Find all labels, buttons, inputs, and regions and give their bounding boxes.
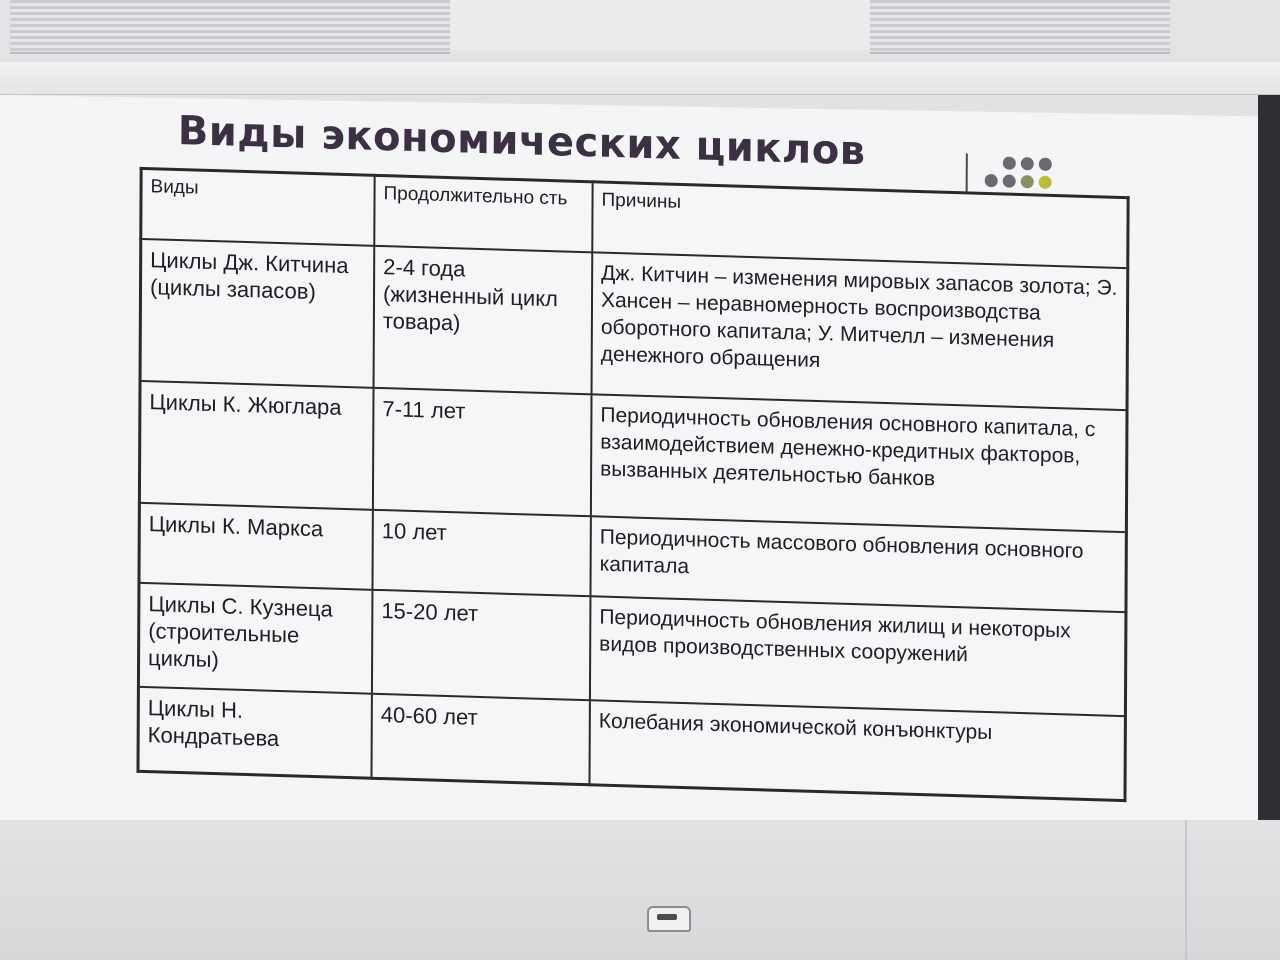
cycle-type: Циклы К. Жюглара [139, 381, 373, 510]
ceiling-panel [450, 0, 870, 50]
screen-pull-handle[interactable] [647, 906, 691, 932]
cycle-reasons: Колебания экономической конъюнктуры [589, 700, 1125, 800]
cycle-type: Циклы Дж. Китчина (циклы запасов) [140, 239, 374, 388]
cycle-type: Циклы К. Маркса [139, 503, 373, 590]
screen-frame-edge [1258, 95, 1280, 820]
decorative-dot [1003, 174, 1016, 187]
decorative-dot [1021, 157, 1034, 170]
wall-below-screen [0, 820, 1280, 960]
decorative-dot [1039, 158, 1052, 171]
projector-screen-housing [0, 62, 1280, 95]
cycle-duration: 15-20 лет [372, 590, 591, 700]
window-blinds-left [10, 0, 450, 54]
slide-title: Виды экономических циклов [177, 108, 866, 175]
presentation-slide [106, 100, 1230, 833]
cycle-reasons: Периодичность массового обновления основного капитала [590, 516, 1126, 612]
wall-edge [1185, 820, 1187, 960]
window-blinds-right [870, 0, 1170, 54]
decorative-dot [1039, 176, 1052, 189]
cycle-reasons: Дж. Китчин – изменения мировых запасов золота; Э. Хансен – неравномерность воспроизводства оборотного капитала; У. Митчелл – изменения денежного обращения [592, 252, 1128, 410]
cycle-reasons: Периодичность обновления основного капитала, с взаимодействием денежно-кредитных факторов, вызванных деятельностью банков [591, 394, 1127, 532]
cycle-duration: 7-11 лет [373, 388, 592, 516]
decorative-dot [985, 174, 998, 187]
economic-cycles-table [136, 167, 1129, 802]
cycle-duration: 40-60 лет [371, 694, 589, 785]
decorative-dot [1021, 175, 1034, 188]
header-reasons: Причины [592, 182, 1128, 268]
cycle-reasons: Периодичность обновления жилищ и некоторых видов производственных сооружений [590, 596, 1126, 716]
cycle-type: Циклы Н. Кондратьева [138, 687, 372, 778]
header-duration: Продолжительно сть [374, 175, 592, 252]
cycle-duration: 2-4 года (жизненный цикл товара) [374, 246, 593, 394]
decorative-dot [1003, 156, 1016, 169]
cycle-duration: 10 лет [372, 510, 590, 596]
header-types: Виды [141, 168, 375, 245]
cycle-type: Циклы С. Кузнеца (строительные циклы) [138, 583, 372, 694]
